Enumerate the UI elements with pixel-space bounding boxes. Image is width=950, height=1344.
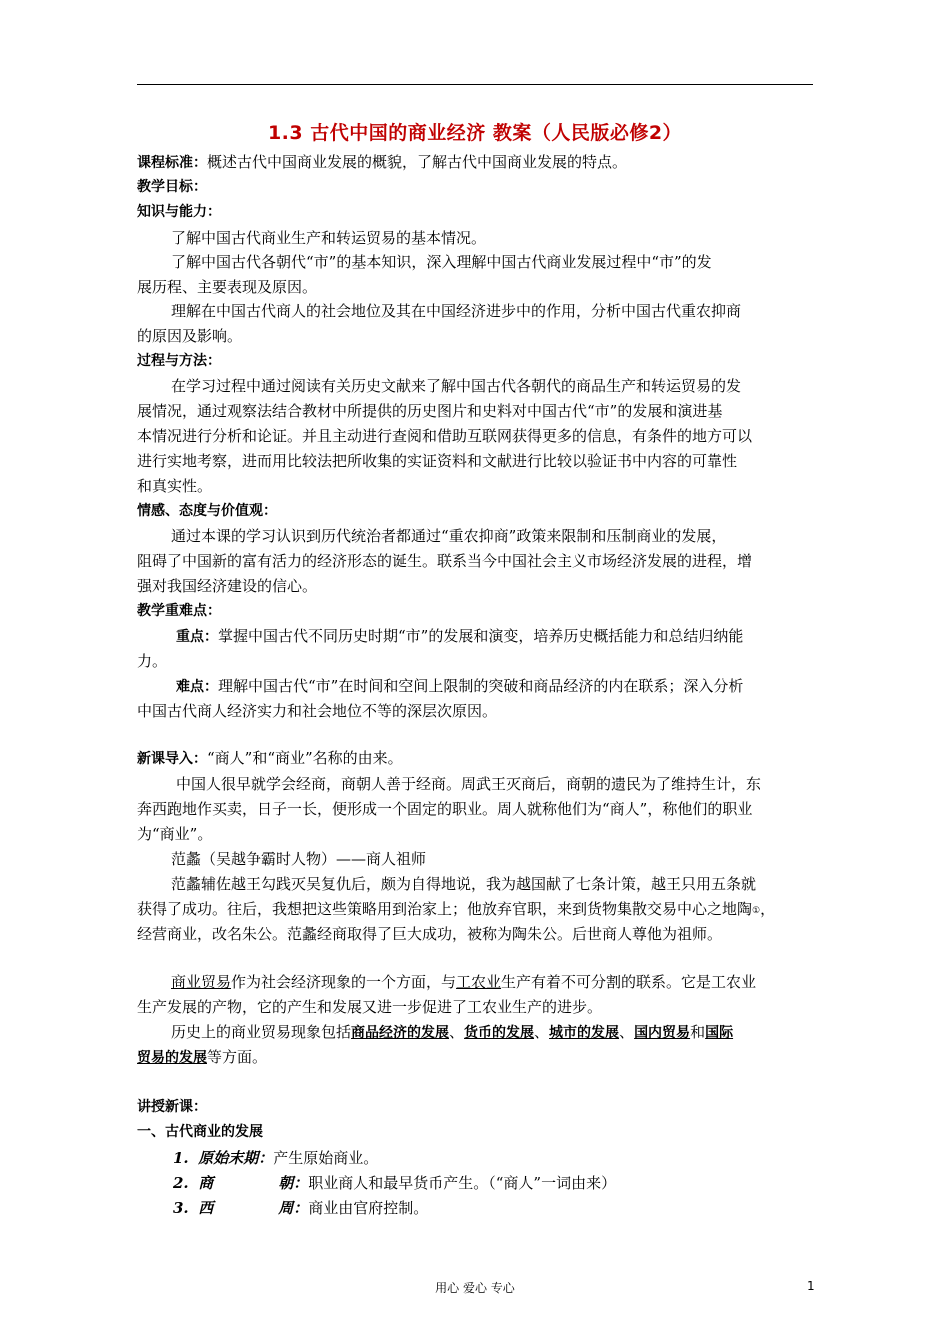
keypoints-label: 教学重难点： — [137, 603, 221, 619]
intro-p1-l1: 中国人很早就学会经商，商朝人善于经商。周武王灭商后，商朝的遗民为了维持生计，东 — [176, 775, 762, 793]
footer-motto: 用心 爱心 专心 — [435, 1281, 515, 1295]
item-2-num: 2. — [173, 1174, 189, 1192]
keyword-commodity-economy: 商品经济的发展 — [351, 1025, 450, 1041]
difficulty-l2: 中国古代商人经济实力和社会地位不等的深层次原因。 — [137, 702, 498, 720]
standard-text: 概述古代中国商业发展的概貌，了解古代中国商业发展的特点。 — [207, 153, 628, 171]
focus-line — [176, 624, 813, 649]
knowledge-label: 知识与能力： — [137, 204, 221, 220]
fanli-l3: 经营商业，改名朱公。范蠡经商取得了巨大成功，被称为陶朱公。后世商人尊他为祖师。 — [137, 925, 723, 943]
focus-l2: 力。 — [137, 652, 168, 670]
process-l3: 本情况进行分析和论证。并且主动进行查阅和借助互联网获得更多的信息，有条件的地方可以 — [137, 427, 753, 445]
intro-label: 新课导入： — [137, 751, 207, 767]
keyword-city: 城市的发展 — [549, 1025, 620, 1041]
process-l2: 展情况，通过观察法结合教材中所提供的历史图片和史料对中国古代“市”的发展和演进基 — [137, 402, 723, 420]
lecture-item-3 — [173, 1196, 813, 1220]
page-number: 1 — [807, 1279, 815, 1293]
emotion-l2: 阻碍了中国新的富有活力的经济形态的诞生。联系当今中国社会主义市场经济发展的进程，增 — [137, 552, 753, 570]
knowledge-p1: 了解中国古代商业生产和转运贸易的基本情况。 — [171, 229, 487, 247]
emotion-label: 情感、态度与价值观： — [137, 503, 277, 519]
trade-text-2: 生产有着不可分割的联系。它是工农业 — [501, 973, 757, 991]
sep-3: 、 — [619, 1023, 635, 1041]
item-3-text: 商业由官府控制。 — [308, 1199, 429, 1217]
knowledge-p2a: 了解中国古代各朝代“市”的基本知识，深入理解中国古代商业发展过程中“市”的发 — [171, 253, 712, 271]
keyword-international-trade: 贸易的发展 — [137, 1050, 207, 1066]
trade-l3 — [171, 1020, 813, 1045]
item-2-label-a: 商 — [198, 1174, 214, 1192]
focus-label: 重点： — [176, 629, 218, 645]
intro-text: “商人”和“商业”名称的由来。 — [207, 749, 403, 767]
trade-term-industry: 工农业 — [456, 973, 502, 991]
trade-l1 — [171, 970, 813, 994]
emotion-l1: 通过本课的学习认识到历代统治者都通过“重农抑商”政策来限制和压制商业的发展， — [171, 527, 727, 545]
difficulty-line — [176, 674, 813, 699]
trade-term-commerce: 商业贸易 — [171, 973, 232, 991]
knowledge-p3b: 的原因及影响。 — [137, 327, 243, 345]
item-1-text: 产生原始商业。 — [273, 1149, 379, 1167]
sep-4: 和 — [690, 1023, 706, 1041]
trade-l4 — [137, 1045, 813, 1070]
difficulty-text: 理解中国古代“市”在时间和空间上限制的突破和商品经济的内在联系；深入分析 — [218, 677, 744, 695]
standard-label: 课程标准： — [137, 155, 207, 171]
fanli-l2-comma: ， — [760, 900, 776, 918]
process-l1: 在学习过程中通过阅读有关历史文献来了解中国古代各朝代的商品生产和转运贸易的发 — [171, 377, 742, 395]
knowledge-p3a: 理解在中国古代商人的社会地位及其在中国经济进步中的作用，分析中国古代重农抑商 — [171, 302, 742, 320]
section-heading: 一、古代商业的发展 — [137, 1124, 263, 1140]
standard-line — [137, 150, 813, 175]
focus-text: 掌握中国古代不同历史时期“市”的发展和演变，培养历史概括能力和总结归纳能 — [218, 627, 744, 645]
keyword-currency: 货币的发展 — [464, 1025, 535, 1041]
trade-tail: 等方面。 — [207, 1048, 268, 1066]
fanli-l2-text: 获得了成功。往后，我想把这些策略用到治家上；他放弃官职，来到货物集散交易中心之地陶 — [137, 900, 753, 918]
item-3-num: 3. — [173, 1199, 189, 1217]
sep-2: 、 — [534, 1023, 550, 1041]
keyword-domestic-trade: 国内贸易 — [634, 1025, 691, 1041]
keyword-international: 国际 — [705, 1025, 734, 1041]
lecture-label: 讲授新课： — [137, 1099, 207, 1115]
fanli-l1: 范蠡辅佐越王勾践灭吴复仇后，颇为自得地说，我为越国献了七条计策，越王只用五条就 — [171, 875, 757, 893]
item-2-label-b: 朝： — [278, 1174, 309, 1192]
trade-text-1: 作为社会经济现象的一个方面，与 — [231, 973, 457, 991]
item-2-text: 职业商人和最早货币产生。（“商人”一词由来） — [308, 1174, 617, 1192]
emotion-l3: 强对我国经济建设的信心。 — [137, 577, 318, 595]
process-l4: 进行实地考察，进而用比较法把所收集的实证资料和文献进行比较以验证书中内容的可靠性 — [137, 452, 738, 470]
fanli-title: 范蠡（吴越争霸时人物）——商人祖师 — [171, 850, 427, 868]
lecture-item-1 — [173, 1146, 813, 1170]
item-1-num: 1. — [173, 1149, 189, 1167]
trade-h1: 历史上的商业贸易现象包括 — [171, 1023, 352, 1041]
item-1-label: 原始末期： — [198, 1149, 274, 1167]
intro-line — [137, 746, 813, 771]
intro-p1-l3: 为“商业”。 — [137, 825, 213, 843]
process-label: 过程与方法： — [137, 353, 221, 369]
trade-l2: 生产发展的产物，它的产生和发展又进一步促进了工农业生产的进步。 — [137, 998, 603, 1016]
footnote-marker: ① — [752, 906, 761, 916]
goals-label: 教学目标： — [137, 179, 207, 195]
item-3-label-b: 周： — [278, 1199, 309, 1217]
item-3-label-a: 西 — [198, 1199, 214, 1217]
document-title: 1.3 古代中国的商业经济 教案（人民版必修2） — [267, 122, 683, 144]
process-l5: 和真实性。 — [137, 477, 213, 495]
lecture-item-2 — [173, 1171, 813, 1195]
sep-1: 、 — [449, 1023, 465, 1041]
knowledge-p2b: 展历程、主要表现及原因。 — [137, 278, 318, 296]
fanli-l2 — [137, 897, 813, 923]
difficulty-label: 难点： — [176, 679, 218, 695]
header-rule — [137, 84, 813, 85]
intro-p1-l2: 奔西跑地作买卖，日子一长，便形成一个固定的职业。周人就称他们为“商人”，称他们的职业 — [137, 800, 753, 818]
